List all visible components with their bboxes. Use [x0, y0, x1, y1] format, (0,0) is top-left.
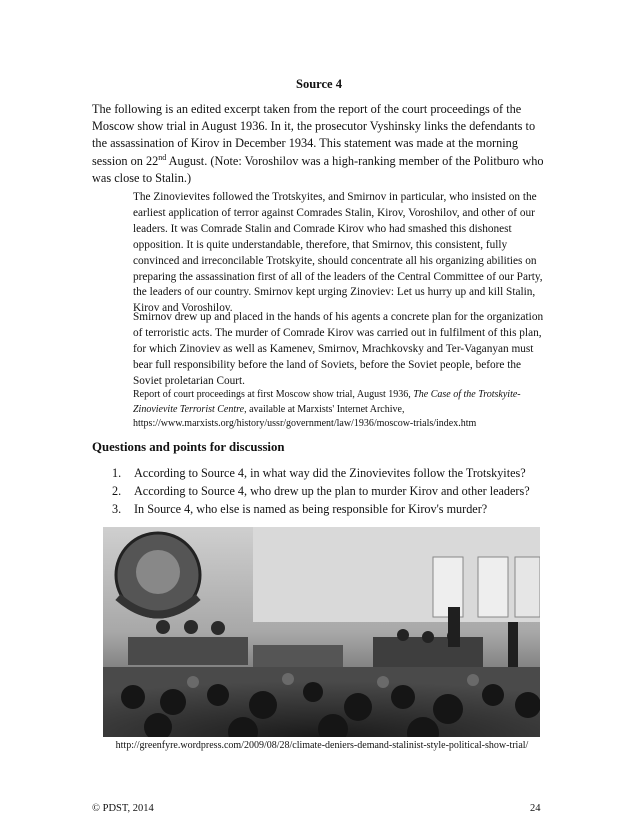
quote-paragraph-2: Smirnov drew up and placed in the hands of his agents a concrete plan for the organization of terroristic acts. The murder of Comrade Kirov was carried out in fulfilment of this plan, for which Zinoviev as well as Kamenev, Smirnov, Mrachkovsky and Ter-Vaganyan must bear full responsibility before the land of Soviets, before the Soviet people, before the Soviet proletarian Court.: [133, 311, 544, 387]
questions-list: [112, 465, 552, 518]
photo-source-url[interactable]: http://greenfyre.wordpress.com/2009/08/28/climate-deniers-demand-stalinist-style-political-show-trial/: [115, 740, 529, 751]
question-item: 1. According to Source 4, in what way did the Zinovievites follow the Trotskyites?: [112, 466, 526, 480]
page-number: 24: [530, 803, 541, 814]
question-item: 2. According to Source 4, who drew up the plan to murder Kirov and other leaders?: [112, 483, 530, 498]
intro-paragraph: The following is an edited excerpt taken from the report of the court proceedings of the Moscow show trial in August 1936. In it, the prosecutor Vyshinsky links the defendants to the assassination of Kirov in December 1934. This statement was made at the morning session on 22nd August. (Note: Voroshilov was a high-ranking member of the Politburo who was close to Stalin.): [92, 102, 544, 185]
questions-heading: Questions and points for discussion: [92, 440, 285, 454]
courtroom-photo: [103, 527, 540, 737]
source-reference: Report of court proceedings at first Moscow show trial, August 1936, The Case of the Trotskyite-Zinovievite Terrorist Centre, available at Marxists' Internet Archive, https://www.marxists.org/history/ussr/government/law/1936/moscow-trials/index.htm: [133, 389, 521, 430]
question-item: 3. In Source 4, who else is named as being responsible for Kirov's murder?: [112, 501, 488, 516]
source-heading: Source 4: [296, 77, 342, 91]
footer-copyright: © PDST, 2014: [92, 803, 154, 814]
quote-paragraph-1: The Zinovievites followed the Trotskyites, and Smirnov in particular, who insisted on the earliest application of terror against Comrades Stalin, Kirov, Voroshilov, and other of our leaders. It was Comrade Stalin and Comrade Kirov who had smashed this dishonest opposition. It is quite understandable, therefore, that Smirnov, this consistent, fully convinced and irreconcilable Trotskyite, should concentrate all his organizing abilities on preparing the assassination first of all of the leaders of the Central Committee of our Party, the leaders of our country. Smirnov kept urging Zinoviev: Let us hurry up and kill Stalin, Kirov and Voroshilov.: [133, 191, 543, 315]
reference-url[interactable]: https://www.marxists.org/history/ussr/government/law/1936/moscow-trials/index.htm: [133, 418, 477, 430]
